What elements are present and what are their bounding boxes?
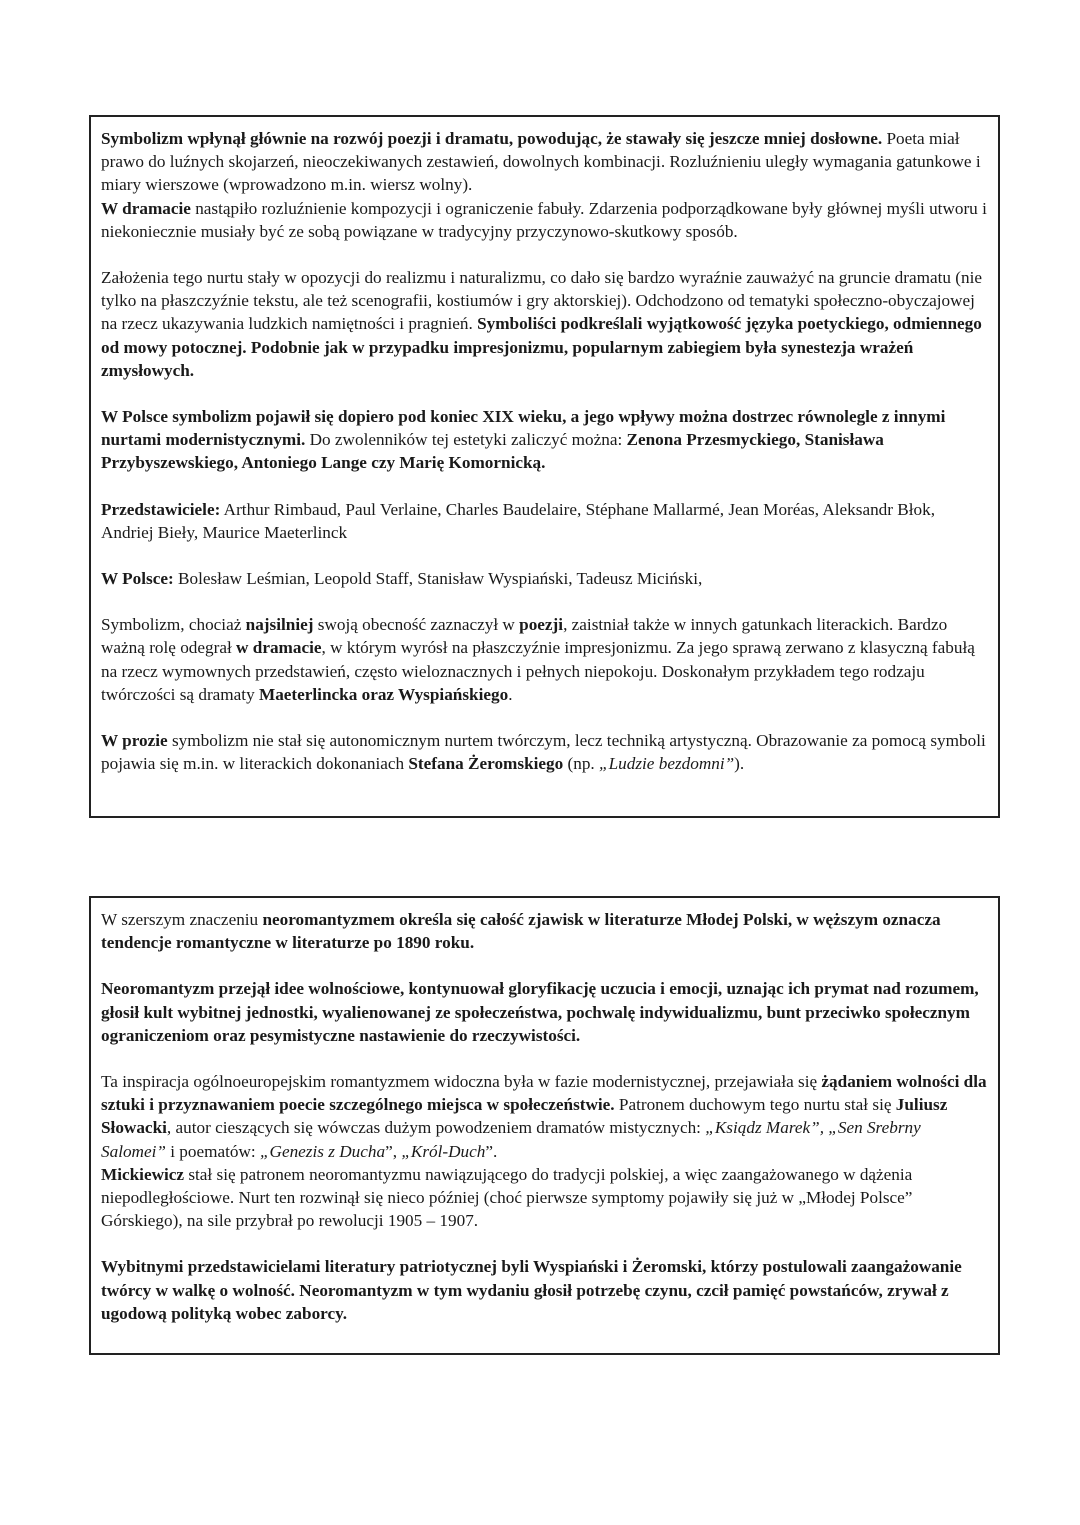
paragraph xyxy=(101,977,988,1047)
paragraph xyxy=(101,908,988,954)
bold-text-run: W prozie xyxy=(101,731,168,751)
text-run: Symbolizm, chociaż xyxy=(101,615,246,635)
bold-text-run: Symbolizm wpłynął głównie na rozwój poezji i dramatu, powodując, że stawały się jeszcze mniej dosłowne. xyxy=(101,129,883,148)
bold-text-run: Zenona Przesmyckiego, Stanisława Przybyszewskiego, Antoniego Lange czy Marię Komornicką. xyxy=(101,430,884,473)
bold-text-run: Neoromantyzm przejął idee wolnościowe, kontynuował gloryfikację uczucia i emocji, uznając ich prymat nad rozumem, głosił kult wybitnej jednostki, wyalienowanej ze społeczeństwa, pochwalę indywidualizmu, bunt przeciwko społecznym ograniczeniom oraz pesymistyczne nastawienie do rzeczywistości. xyxy=(101,979,979,1045)
paragraph xyxy=(101,266,988,382)
text-run: symbolizm nie stał się autonomicznym nurtem twórczym, lecz techniką artystyczną. Obrazowanie za pomocą symboli pojawia się m.in. w literackich dokonaniach xyxy=(101,731,986,774)
paragraph xyxy=(101,1255,988,1325)
bold-text-run: Wybitnymi przedstawicielami literatury patriotycznej byli Wyspiański i Żeromski, którzy postulowali zaangażowanie twórcy w walkę o wolność. Neoromantyzm w tym wydaniu głosił potrzebę czynu, czcił pamięć powstańców, zrywał z ugodową polityką wobec zaborcy. xyxy=(101,1257,962,1323)
paragraph xyxy=(101,567,988,590)
text-run: . xyxy=(508,684,513,704)
italic-text-run: „Ksiądz Marek”, „Sen Srebrny Salomei” xyxy=(101,1118,921,1161)
text-run: i poematów: xyxy=(165,1141,260,1161)
text-run: Założenia tego nurtu stały w opozycji do realizmu i naturalizmu, co dało się bardzo wyraźnie zauważyć na gruncie dramatu (nie tylko na płaszczyźnie tekstu, ale też scenografii, kostiumów i gry aktorskiej). Odchodzono od tematyki społeczno-obyczajowej na rzecz ukazywania ludzkich namiętności i pragnień. xyxy=(101,268,982,334)
bold-text-run: poezji xyxy=(519,615,564,635)
text-run: , w którym wyrósł na płaszczyźnie impresjonizmu. Za jego sprawą zerwano z klasyczną fabułą na rzecz wymownych przedstawień, często wieloznacznych i pełnych niepokoju. Doskonałym przykładem tego rodzaju twórczości są dramaty xyxy=(101,638,975,704)
text-run: Patronem duchowym tego nurtu stał się xyxy=(614,1095,896,1115)
text-run: Poeta miał prawo do luźnych skojarzeń, nieoczekiwanych zestawień, dowolnych kombinacji. Rozluźnieniu uległy wymagania gatunkowe i miary wierszowe (wprowadzono m.in. wiersz wolny). xyxy=(101,129,981,195)
paragraph xyxy=(101,1070,988,1232)
bold-text-run: W dramacie xyxy=(101,198,191,218)
bold-text-run: W Polsce: xyxy=(101,569,174,589)
text-run: ). xyxy=(734,754,745,774)
paragraph xyxy=(101,405,988,475)
paragraph xyxy=(101,729,988,775)
italic-text-run: „Król-Duch xyxy=(401,1141,486,1161)
text-run: Do zwolenników tej estetyki zaliczyć można: xyxy=(305,430,627,450)
italic-text-run: „Genezis z Ducha xyxy=(259,1141,386,1161)
text-run: ”, xyxy=(385,1141,402,1161)
text-run: W szerszym znaczeniu xyxy=(101,910,263,929)
bold-text-run: neoromantyzmem określa się całość zjawisk w literaturze Młodej Polski, w węższym oznacza tendencje romantyczne w literaturze po 1890 roku. xyxy=(101,910,941,953)
bold-text-run: Symboliści podkreślali wyjątkowość języka poetyckiego, odmiennego od mowy potocznej. Podobnie jak w przypadku impresjonizmu, popularnym zabiegiem była synestezja wrażeń zmysłowych. xyxy=(101,314,982,380)
bold-text-run: żądaniem wolności dla sztuki i przyznawaniem poecie szczególnego miejsca w społeczeństwie. xyxy=(101,1072,987,1115)
bold-text-run: Stefana Żeromskiego xyxy=(408,754,564,774)
text-run: stał się patronem neoromantyzmu nawiązującego do tradycji polskiej, a więc zaangażowanego w dążenia niepodległościowe. Nurt ten rozwinął się nieco później (choć pierwsze symptomy pojawiły się już w „Młodej Polsce” Górskiego), na sile przybrał po rewolucji 1905 – 1907. xyxy=(101,1164,913,1231)
text-run: ”. xyxy=(485,1141,498,1161)
bold-text-run: najsilniej xyxy=(245,615,314,635)
text-run: swoją obecność zaznaczył w xyxy=(313,615,520,635)
paragraph xyxy=(101,127,988,243)
text-run: Arthur Rimbaud, Paul Verlaine, Charles Baudelaire, Stéphane Mallarmé, Jean Moréas, Aleksandr Błok, Andriej Bieły, Maurice Maeterlinck xyxy=(101,499,936,542)
symbolism-text-box xyxy=(89,115,1000,818)
text-run: Ta inspiracja ogólnoeuropejskim romantyzmem widoczna była w fazie modernistycznej, przejawiała się xyxy=(101,1072,822,1092)
text-run: nastąpiło rozluźnienie kompozycji i ograniczenie fabuły. Zdarzenia podporządkowane były głównej myśli utworu i niekoniecznie musiały być ze sobą powiązane w tradycyjny przyczynowo-skutkowy sposób. xyxy=(101,198,987,241)
bold-text-run: W Polsce symbolizm pojawił się dopiero pod koniec XIX wieku, a jego wpływy można dostrzec równolegle z innymi nurtami modernistycznymi. xyxy=(101,407,946,450)
text-run: , autor cieszących się wówczas dużym powodzeniem dramatów mistycznych: xyxy=(166,1118,706,1138)
bold-text-run: Przedstawiciele: xyxy=(101,499,221,519)
bold-text-run: Juliusz Słowacki xyxy=(101,1095,948,1138)
italic-text-run: „Ludzie bezdomni” xyxy=(599,754,735,774)
paragraph xyxy=(101,498,988,544)
bold-text-run: Mickiewicz xyxy=(101,1164,185,1184)
neoromanticism-text-box xyxy=(89,896,1000,1355)
paragraph xyxy=(101,613,988,706)
text-run: , zaistniał także w innych gatunkach literackich. Bardzo ważną rolę odegrał xyxy=(101,615,948,658)
text-run: Bolesław Leśmian, Leopold Staff, Stanisław Wyspiański, Tadeusz Miciński, xyxy=(173,569,703,589)
text-run: (np. xyxy=(563,754,600,774)
bold-text-run: w dramacie xyxy=(236,638,322,658)
bold-text-run: Maeterlincka oraz Wyspiańskiego xyxy=(258,684,509,704)
